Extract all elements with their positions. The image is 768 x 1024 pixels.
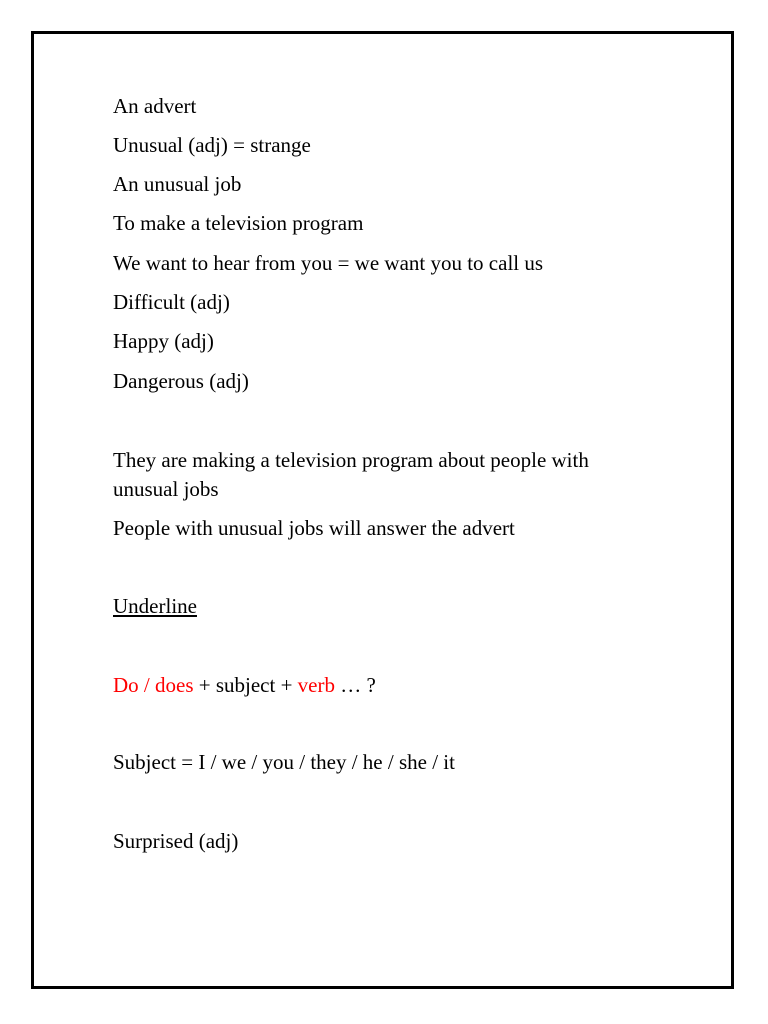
vocab-line-difficult: Difficult (adj) (113, 290, 230, 314)
sentence-making-program: They are making a television program about people with unusual jobs (113, 448, 589, 501)
formula-subject: + subject + (193, 673, 298, 697)
question-formula (113, 671, 376, 700)
formula-verb: verb (297, 673, 335, 697)
vocab-line-happy: Happy (adj) (113, 329, 214, 353)
vocab-line-unusual-job: An unusual job (113, 172, 242, 196)
underline-heading: Underline (113, 594, 197, 618)
formula-do-does: Do / does (113, 673, 194, 697)
surprised-line: Surprised (adj) (113, 829, 239, 853)
vocab-line-unusual: Unusual (adj) = strange (113, 133, 311, 157)
vocab-line-advert: An advert (113, 94, 197, 118)
vocab-line-hear-from-you: We want to hear from you = we want you to call us (113, 251, 544, 275)
formula-question-mark: … ? (335, 673, 376, 697)
subject-line: Subject = I / we / you / they / he / she / it (113, 750, 455, 774)
sentence-answer-advert: People with unusual jobs will answer the advert (113, 516, 515, 540)
vocab-line-dangerous: Dangerous (adj) (113, 369, 249, 393)
vocab-line-television-program: To make a television program (113, 211, 364, 235)
